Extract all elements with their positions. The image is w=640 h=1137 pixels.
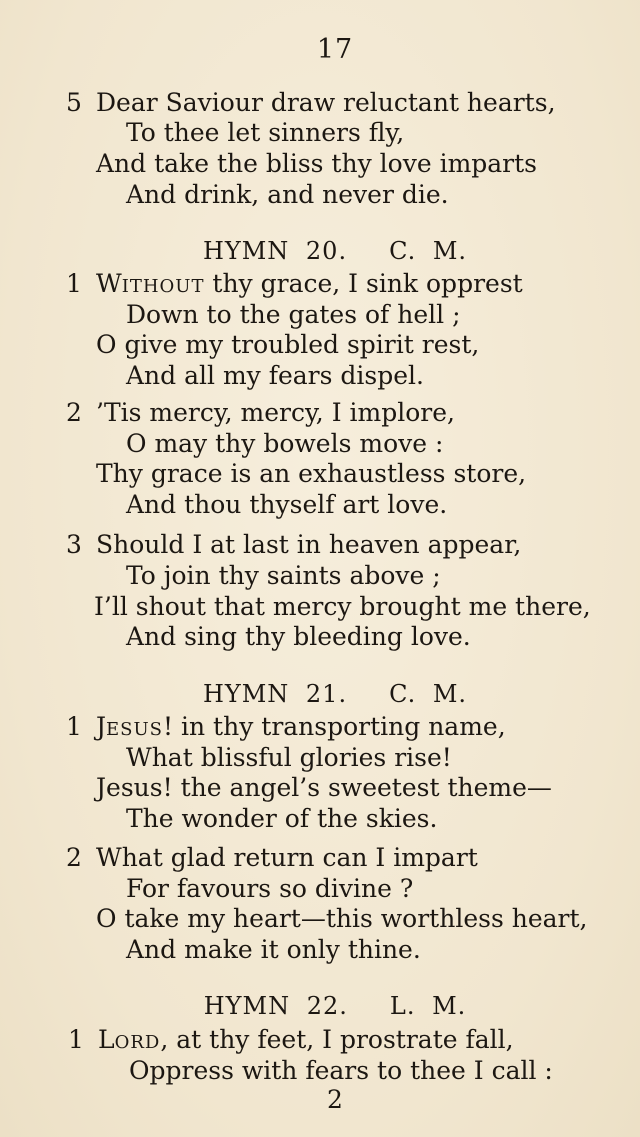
first-line-rest: ! in thy transporting name, [163,712,506,741]
hymn-heading [0,679,640,709]
stanza-number: 2 [66,843,82,872]
hymn-line: Jesus! the angel’s sweetest theme— [96,773,552,802]
hymn-line: Thy grace is an exhaustless store, [96,459,527,488]
hymn-line: Down to the gates of hell ; [126,300,461,329]
stanza-number: 5 [66,88,82,117]
hymn-line: O give my troubled spirit rest, [96,330,480,359]
hymn-line [98,1025,514,1058]
hymn-line: And drink, and never die. [126,180,449,209]
hymn-meter: L. M. [389,992,467,1020]
hymn-line [96,712,506,745]
hymn-line: For favours so divine ? [126,874,414,903]
hymn-line: Should I at last in heaven appear, [96,530,522,559]
hymn-line: The wonder of the skies. [126,804,438,833]
hymn-line: And thou thyself art love. [126,490,448,519]
first-word-smallcaps: ITHOUT [121,276,205,297]
first-word-initial: J [96,712,107,741]
hymn-line: To join thy saints above ; [126,561,441,590]
hymn-title: HYMN 20. [202,237,348,265]
hymn-line: And take the bliss thy love imparts [96,149,538,178]
hymn-title: HYMN 22. [203,992,348,1020]
stanza-number: 3 [66,530,82,559]
hymn-line: To thee let sinners fly, [126,118,405,147]
stanza-number: 1 [66,269,82,298]
stanza-number: 1 [68,1025,84,1054]
hymn-title: HYMN 21. [202,680,348,708]
hymn-line: Dear Saviour draw reluctant hearts, [96,88,556,117]
hymn-line [96,269,523,302]
stanza-number: 1 [66,712,82,741]
hymn-line: What blissful glories rise! [126,743,452,772]
hymn-line: ’Tis mercy, mercy, I implore, [96,398,455,427]
first-line-rest: , at thy feet, I prostrate fall, [160,1025,514,1054]
hymn-line: And sing thy bleeding love. [126,622,471,651]
signature-mark: 2 [327,1085,343,1114]
first-word-smallcaps: ESUS [106,719,164,740]
hymn-heading [0,236,640,266]
stanza-number: 2 [66,398,82,427]
first-line-rest: thy grace, I sink opprest [204,269,523,298]
hymn-line: I’ll shout that mercy brought me there, [94,592,591,621]
hymn-meter: C. M. [389,680,468,708]
first-word-initial: W [96,269,122,298]
page-number: 17 [316,34,354,65]
hymn-meter: C. M. [389,237,468,265]
hymn-line: Oppress with fears to thee I call : [129,1056,553,1085]
hymn-line: O take my heart—this worthless heart, [96,904,588,933]
hymn-line: O may thy bowels move : [126,429,444,458]
first-word-initial: L [98,1025,115,1054]
hymn-line: What glad return can I impart [96,843,478,872]
hymn-line: And all my fears dispel. [126,361,424,390]
hymn-line: And make it only thine. [126,935,421,964]
hymn-heading [0,991,640,1021]
first-word-smallcaps: ORD [114,1032,161,1053]
